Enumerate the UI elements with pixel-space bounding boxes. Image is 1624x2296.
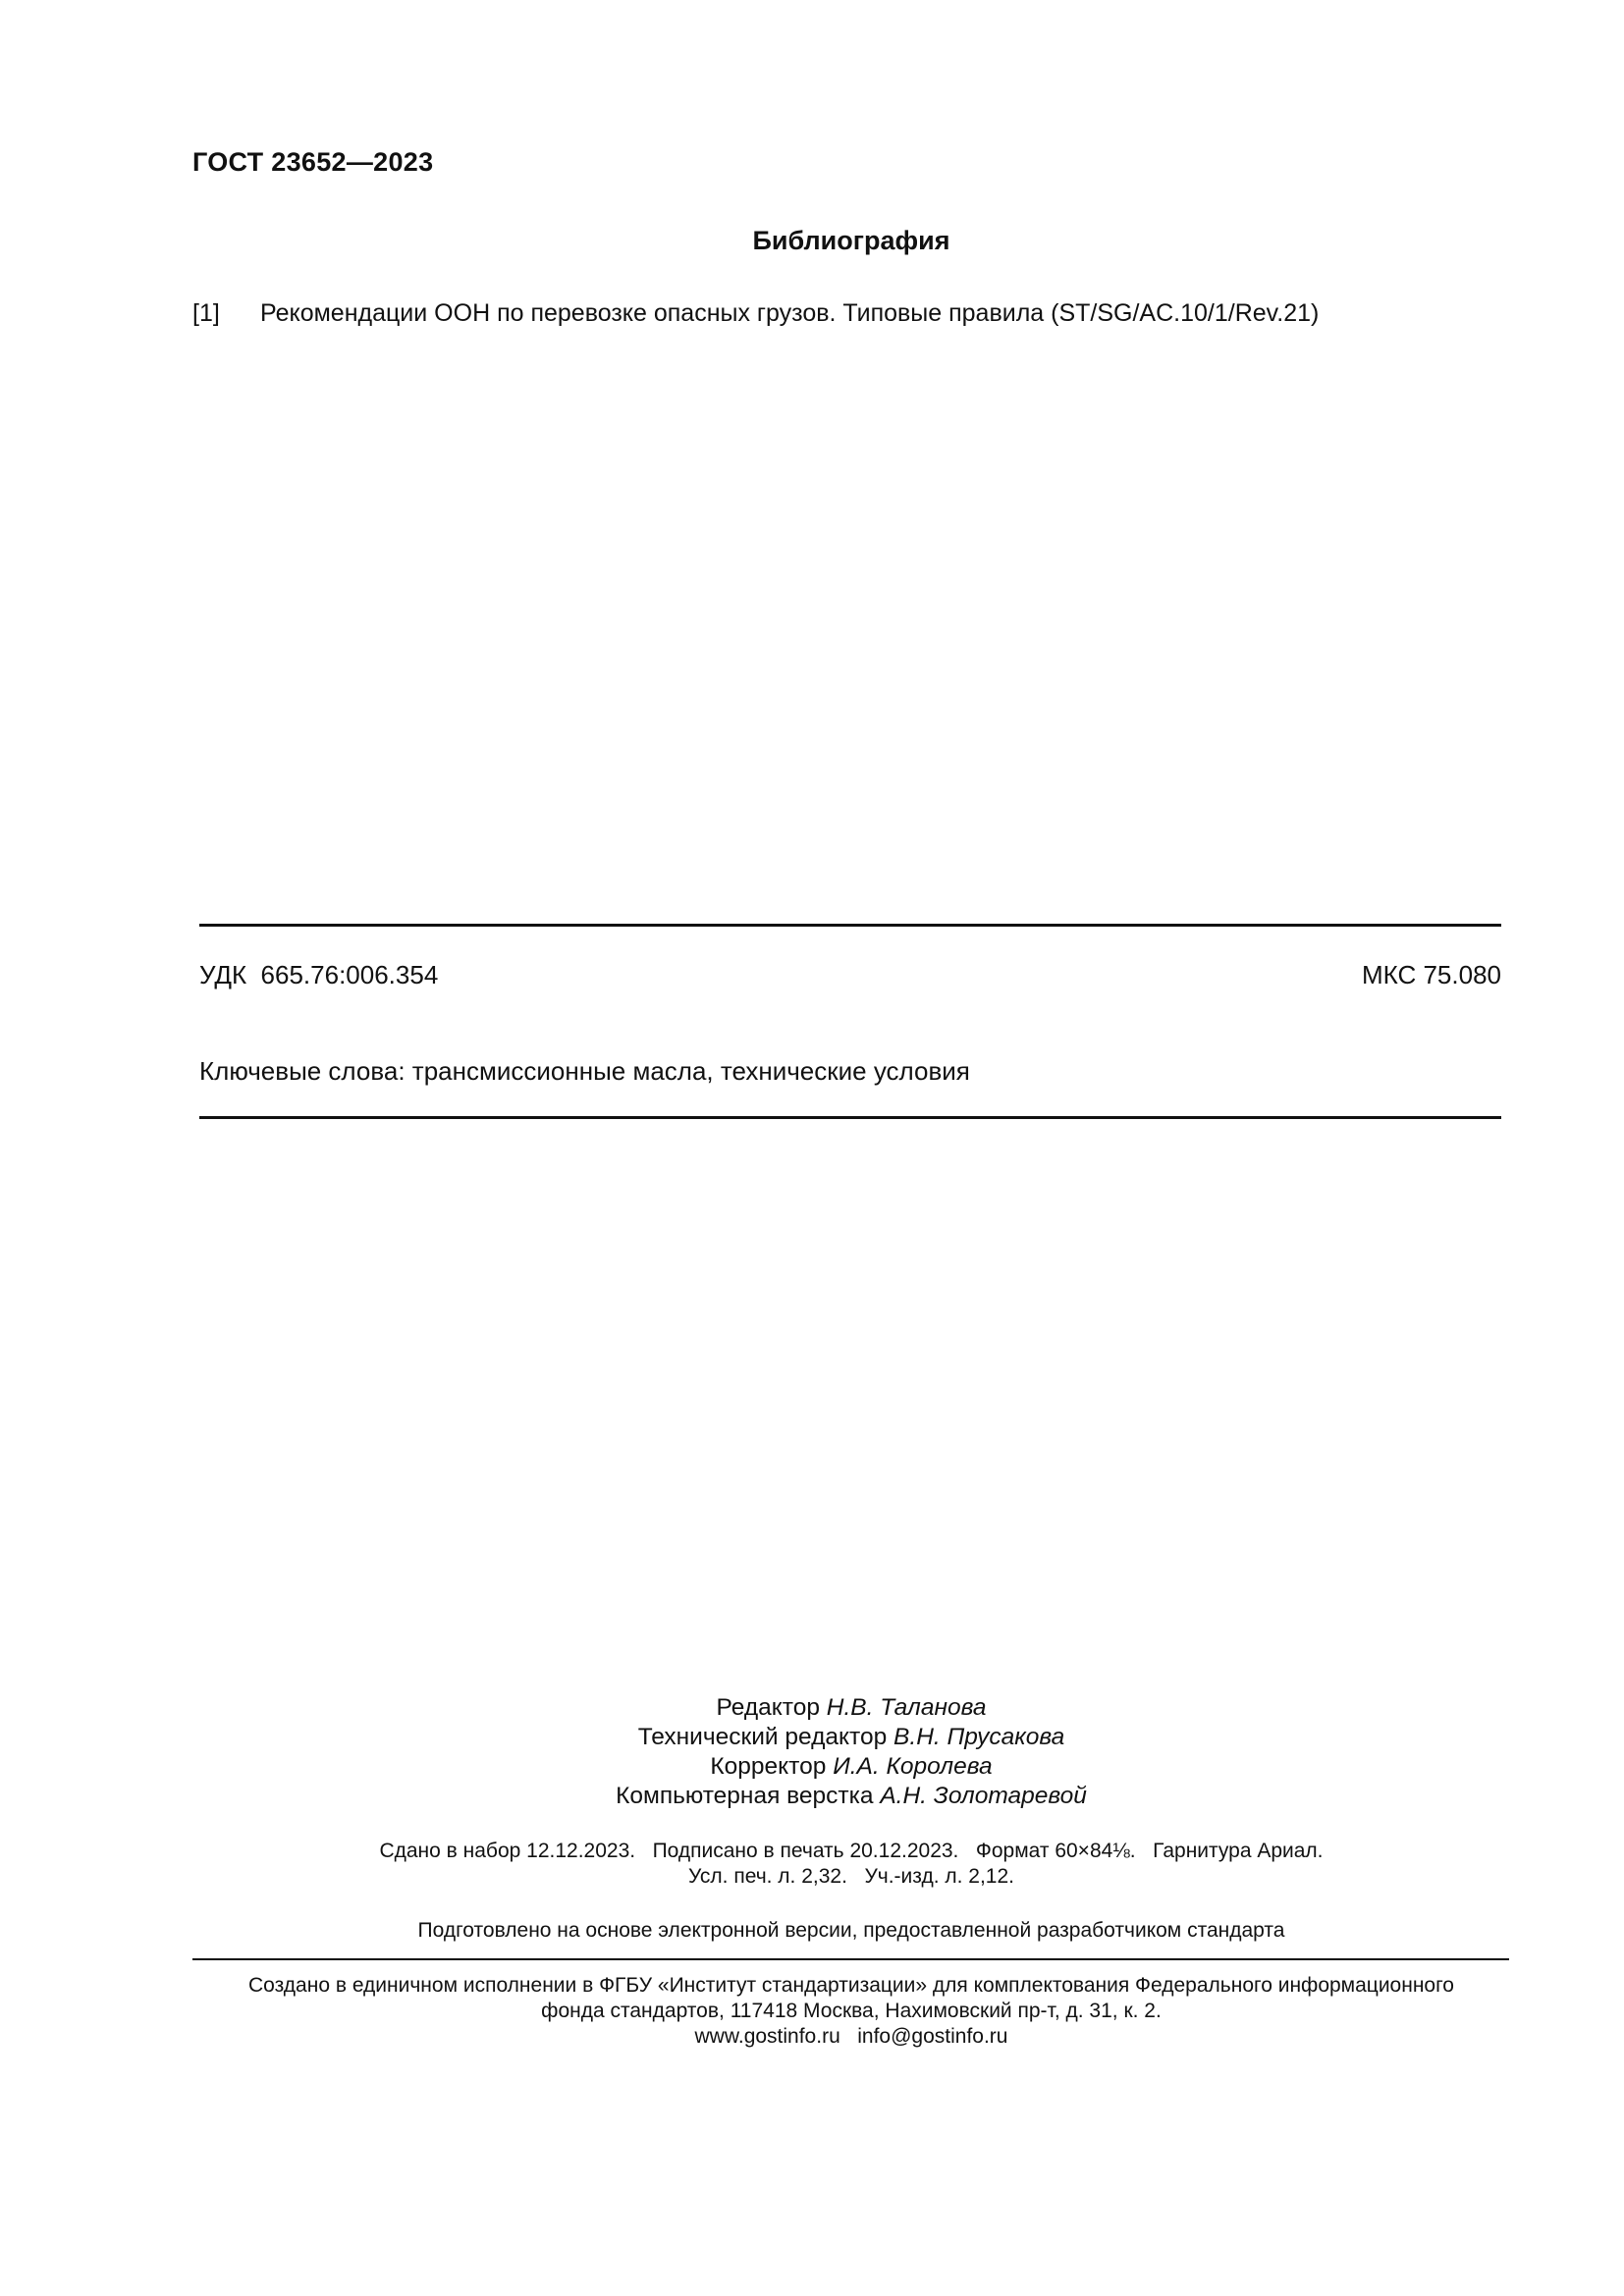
editor-name: Н.В. Таланова	[826, 1694, 987, 1721]
prepared-note: Подготовлено на основе электронной версии, предоставленной разработчиком стандарта	[417, 1919, 1285, 1942]
bibliography-title: Библиография	[752, 226, 950, 255]
tech-editor-role: Технический редактор	[637, 1724, 888, 1750]
print-info	[0, 1839, 1624, 1890]
divider-top	[199, 924, 1501, 927]
mks-code: МКС 75.080	[1361, 960, 1501, 989]
layout-name: А.Н. Золотаревой	[880, 1783, 1087, 1809]
tech-editor-line	[0, 1723, 1624, 1752]
corrector-line	[0, 1752, 1624, 1782]
print-info-line1: Сдано в набор 12.12.2023. Подписано в печать 20.12.2023. Формат 60×84⅛. Гарнитура Ариал.	[379, 1840, 1324, 1862]
reference-number: [1]	[192, 299, 220, 327]
footer-divider	[192, 1958, 1509, 1960]
layout-role: Компьютерная верстка	[616, 1783, 874, 1809]
reference-text: Рекомендации ООН по перевозке опасных грузов. Типовые правила (ST/SG/AC.10/1/Rev.21)	[260, 299, 1320, 327]
keywords: Ключевые слова: трансмиссионные масла, технические условия	[199, 1056, 970, 1086]
divider-bottom	[199, 1116, 1501, 1119]
tech-editor-name: В.Н. Прусакова	[893, 1724, 1065, 1750]
editor-line	[0, 1693, 1624, 1723]
corrector-name: И.А. Королева	[833, 1753, 993, 1780]
print-info-line2: Усл. печ. л. 2,32. Уч.-изд. л. 2,12.	[687, 1865, 1014, 1888]
footer-line1: Создано в единичном исполнении в ФГБУ «Институт стандартизации» для комплектования Федерального информационного	[248, 1974, 1454, 1997]
footer-links: www.gostinfo.ru info@gostinfo.ru	[694, 2025, 1008, 2048]
layout-line	[0, 1782, 1624, 1811]
udk-code: УДК 665.76:006.354	[199, 960, 439, 989]
document-code: ГОСТ 23652—2023	[192, 147, 434, 177]
footer-line2: фонда стандартов, 117418 Москва, Нахимовский пр-т, д. 31, к. 2.	[541, 2000, 1162, 2022]
footer-block	[0, 1973, 1624, 2050]
credits-block	[0, 1693, 1624, 1811]
corrector-role: Корректор	[710, 1753, 827, 1780]
editor-role: Редактор	[716, 1694, 820, 1721]
